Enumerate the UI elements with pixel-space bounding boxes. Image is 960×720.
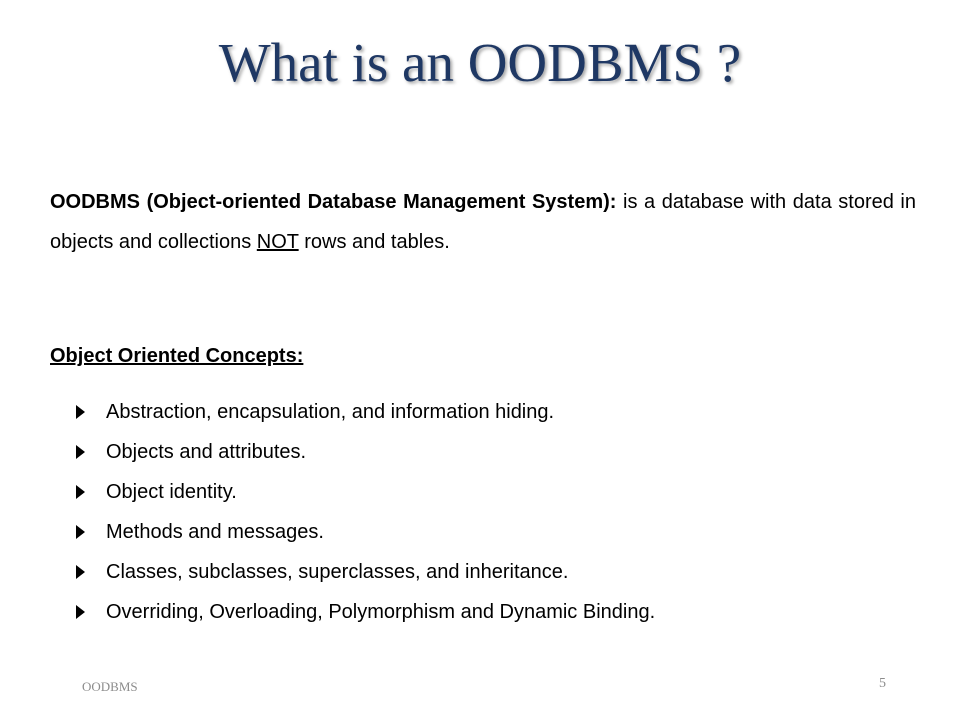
definition-text-after: rows and tables. bbox=[298, 231, 450, 253]
concepts-heading: Object Oriented Concepts: bbox=[50, 345, 304, 367]
triangle-right-icon bbox=[76, 525, 85, 539]
slide-title: What is an OODBMS ? bbox=[218, 32, 742, 93]
triangle-right-icon bbox=[76, 605, 85, 619]
list-item-text: Objects and attributes. bbox=[106, 440, 307, 463]
list-item-text: Classes, subclasses, superclasses, and inheritance. bbox=[106, 560, 569, 583]
list-item bbox=[76, 472, 655, 512]
definition-term: OODBMS (Object-oriented Database Management System): bbox=[50, 191, 617, 213]
list-item-text: Object identity. bbox=[106, 480, 237, 503]
footer-label: OODBMS bbox=[82, 679, 138, 694]
triangle-right-icon bbox=[76, 405, 85, 419]
concepts-list bbox=[76, 392, 655, 632]
list-item-text: Methods and messages. bbox=[106, 520, 324, 543]
triangle-right-icon bbox=[76, 485, 85, 499]
list-item bbox=[76, 432, 655, 472]
page-number: 5 bbox=[879, 676, 886, 691]
list-item bbox=[76, 592, 655, 632]
list-item-text: Overriding, Overloading, Polymorphism and Dynamic Binding. bbox=[106, 600, 656, 623]
definition-emphasis: NOT bbox=[256, 231, 299, 253]
triangle-right-icon bbox=[76, 445, 85, 459]
list-item bbox=[76, 392, 655, 432]
definition-text-before: is a database with data stored in objects and collections bbox=[50, 191, 916, 253]
list-item bbox=[76, 512, 655, 552]
list-item bbox=[76, 552, 655, 592]
list-item-text: Abstraction, encapsulation, and information hiding. bbox=[106, 400, 555, 423]
definition-paragraph bbox=[50, 182, 916, 262]
triangle-right-icon bbox=[76, 565, 85, 579]
